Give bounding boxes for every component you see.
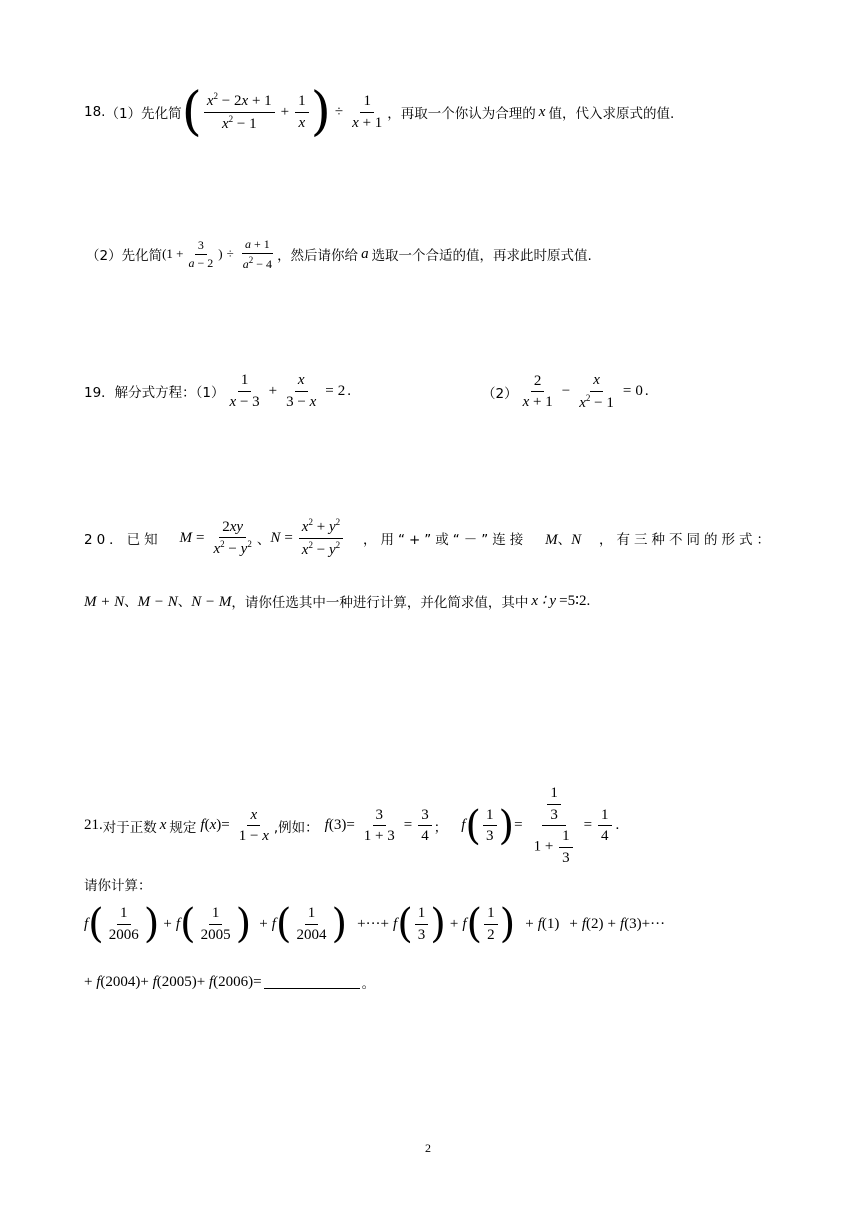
q21-intro-var: x (159, 817, 167, 833)
q18-part2-var: a (361, 245, 369, 262)
q21-calc-prompt: 请你计算： (84, 878, 152, 894)
q21-sum-line2 (84, 972, 375, 992)
q20-line2 (84, 590, 590, 611)
q18-number: 18. (84, 104, 106, 120)
q21-intro2: 规定 (169, 819, 197, 836)
q21-ellipsis: +···+ (357, 915, 390, 932)
q21-end-mark: 。 (361, 976, 376, 992)
q19-part2-label: （2） (482, 385, 518, 402)
q18-part1-label: （1）先化简 (105, 106, 182, 122)
q21-sum-part2: f ( $\frac{1}{3}$ ) + f ( $\frac{1}{2}$ ) + f (1) + f (2) + f (3)+··· (393, 901, 666, 947)
q18-part2-tail: ，然后请你给 (277, 248, 359, 265)
q20-connector-text: ，用“+”或“－”连接 (362, 532, 528, 548)
q20-line1 (84, 518, 774, 558)
q21-sum-line1 (84, 901, 666, 947)
q20-mn: M、N (545, 531, 582, 548)
q18-part2-label: （2）先化简 (86, 248, 163, 265)
q21-answer-blank[interactable] (264, 976, 360, 989)
q18-part1 (84, 82, 675, 142)
q19-number: 19．解分式方程：（1） (84, 385, 225, 401)
q21-number: 21. (84, 817, 103, 833)
q18-part1-var: x (538, 103, 546, 120)
q20-ratio: =5∶2. (559, 593, 591, 609)
q18-part2 (86, 238, 592, 270)
q21-sum-part1: f ( $\frac{1}{2006}$ ) + f ( $\frac{1}{2005}$ ) + f ( $\frac{1}{2004}$ ) (84, 901, 348, 947)
q20-number: 20．已知 (84, 532, 162, 548)
q18-part1-tail2: 值，代入求原式的值. (548, 106, 675, 122)
q21-example1: f (3)= $\frac{3}{1 + 3}$ = $\frac{3}{4}$ ； (324, 806, 448, 844)
q20-definitions: M = $\frac{2xy}{x^2 - y^2}$ 、 N = $\frac{x^2 + y^2}{x^2 - y^2}$ (180, 518, 346, 558)
q19-part2-end: . (644, 383, 649, 399)
q18-part2-tail2: 选取一个合适的值，再求此时原式值. (371, 248, 592, 265)
q20-forms: M + N、M − N、N − M (84, 594, 232, 610)
q21-calc-prompt-line (84, 874, 152, 894)
q21-intro: 对于正数 (102, 819, 157, 836)
q21-definition: f ( x )= $\frac{x}{1 - x}$ (200, 806, 269, 844)
q19-part2 (482, 372, 649, 411)
q21-line1 (84, 785, 619, 866)
q19-part1 (84, 372, 351, 410)
q21-example2: f ( $\frac{1}{3}$ ) = $\frac{1}{3}$ 1 + $\frac{1}{3}$ = $\frac{1}{4}$ . (461, 785, 620, 866)
q18-part1-tail: ，再取一个你认为合理的 (387, 106, 536, 122)
q19-part1-end: . (347, 382, 351, 399)
q20-line2-tail: ，请你任选其中一种进行计算，并化简求值，其中 (231, 594, 529, 611)
q18-part2-expression: (1 + $\frac{3}{a - 2}$ ) ÷ $\frac{a + 1}{a^2 - 4}$ (162, 237, 273, 271)
q18-part1-expression: ( $\frac{x^2 - 2x + 1}{x^2 - 1}$ + $\frac{1}{x}$ ) ÷ $\frac{1}{x + 1}$ (181, 82, 383, 142)
q21-sum-part3: + f(2004)+ f(2005)+ f(2006)= (84, 973, 262, 990)
page-number: 2 (425, 1141, 431, 1155)
q21-example-label: ,例如： (273, 819, 319, 836)
q20-xy: x ∶ y (531, 593, 557, 609)
q19-part1-equation: $\frac{1}{x - 3}$ + $\frac{x}{3 - x}$ = 2 (229, 372, 346, 410)
q19-part2-equation: $\frac{2}{x + 1}$ − $\frac{x}{x^2 - 1}$ = 0 (522, 372, 643, 411)
q20-connector-text2: ，有三种不同的形式： (598, 532, 774, 548)
